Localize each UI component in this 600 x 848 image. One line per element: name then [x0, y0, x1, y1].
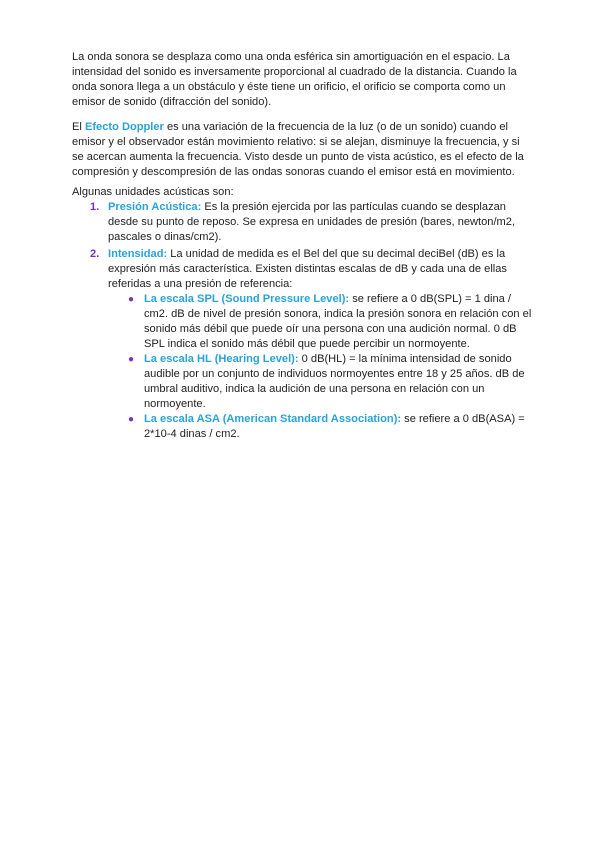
text-scale-spl: se refiere a 0 dB(SPL) = 1 dina / cm2. dB de nivel de presión sonora, indica la presión sonora en relación con el sonido más débil que puede oír una persona con una audición normal. 0 dB SPL indica el sonido más débil que puede percibir un normoyente. [144, 293, 532, 350]
doppler-term: Efecto Doppler [84, 121, 164, 133]
list-number: 1. [90, 201, 100, 213]
term-scale-asa: La escala ASA (American Standard Association): [144, 413, 402, 425]
list-number: 2. [90, 248, 100, 260]
bullet-icon: ● [128, 414, 135, 425]
scales-list [108, 292, 532, 442]
list-item-scale-spl [108, 292, 532, 352]
doppler-text: es una variación de la frecuencia de la luz (o de un sonido) cuando el emisor y el observador están movimiento relativo: si se alejan, disminuye la frecuencia, y si se acercan aumenta la frecuencia. Visto desde un punto de vista acústico, es el efecto de la compresión y descompresión de las ondas sonoras cuando el emisor está en movimiento. [72, 121, 524, 178]
list-item-intensity [72, 247, 532, 442]
bullet-icon: ● [128, 354, 135, 365]
units-list [72, 200, 532, 442]
term-scale-spl: La escala SPL (Sound Pressure Level): [144, 293, 350, 305]
document-page [72, 50, 532, 442]
list-item-scale-hl [108, 352, 532, 412]
text-scale-asa: se refiere a 0 dB(ASA) = 2*10-4 dinas / cm2. [144, 413, 525, 440]
term-acoustic-pressure: Presión Acústica: [108, 201, 202, 213]
text-acoustic-pressure: Es la presión ejercida por las partículas cuando se desplazan desde su punto de reposo. Se expresa en unidades de presión (bares, newton/m2, pascales o dinas/cm2). [108, 201, 516, 243]
paragraph-doppler [72, 120, 532, 180]
text-scale-hl: 0 dB(HL) = la mínima intensidad de sonido audible por un conjunto de individuos normoyentes entre 18 y 25 años. dB de umbral auditivo, indica la audición de una persona en relación con un normoyente. [144, 353, 525, 410]
term-intensity: Intensidad: [108, 248, 168, 260]
paragraph-sound-wave: La onda sonora se desplaza como una onda esférica sin amortiguación en el espacio. La intensidad del sonido es inversamente proporcional al cuadrado de la distancia. Cuando la onda sonora llega a un obstáculo y éste tiene un orificio, el orificio se comporta como un emisor de sonido (difracción del sonido). [72, 51, 517, 108]
paragraph-units-intro: Algunas unidades acústicas son: [72, 186, 234, 198]
bullet-icon: ● [128, 294, 135, 305]
doppler-prefix: El [72, 121, 85, 133]
text-intensity: La unidad de medida es el Bel del que su decimal deciBel (dB) es la expresión más característica. Existen distintas escalas de dB y cada una de ellas referidas a una presión de referencia: [108, 248, 507, 290]
list-item-acoustic-pressure [72, 200, 532, 245]
list-item-scale-asa [108, 412, 532, 442]
term-scale-hl: La escala HL (Hearing Level): [144, 353, 299, 365]
